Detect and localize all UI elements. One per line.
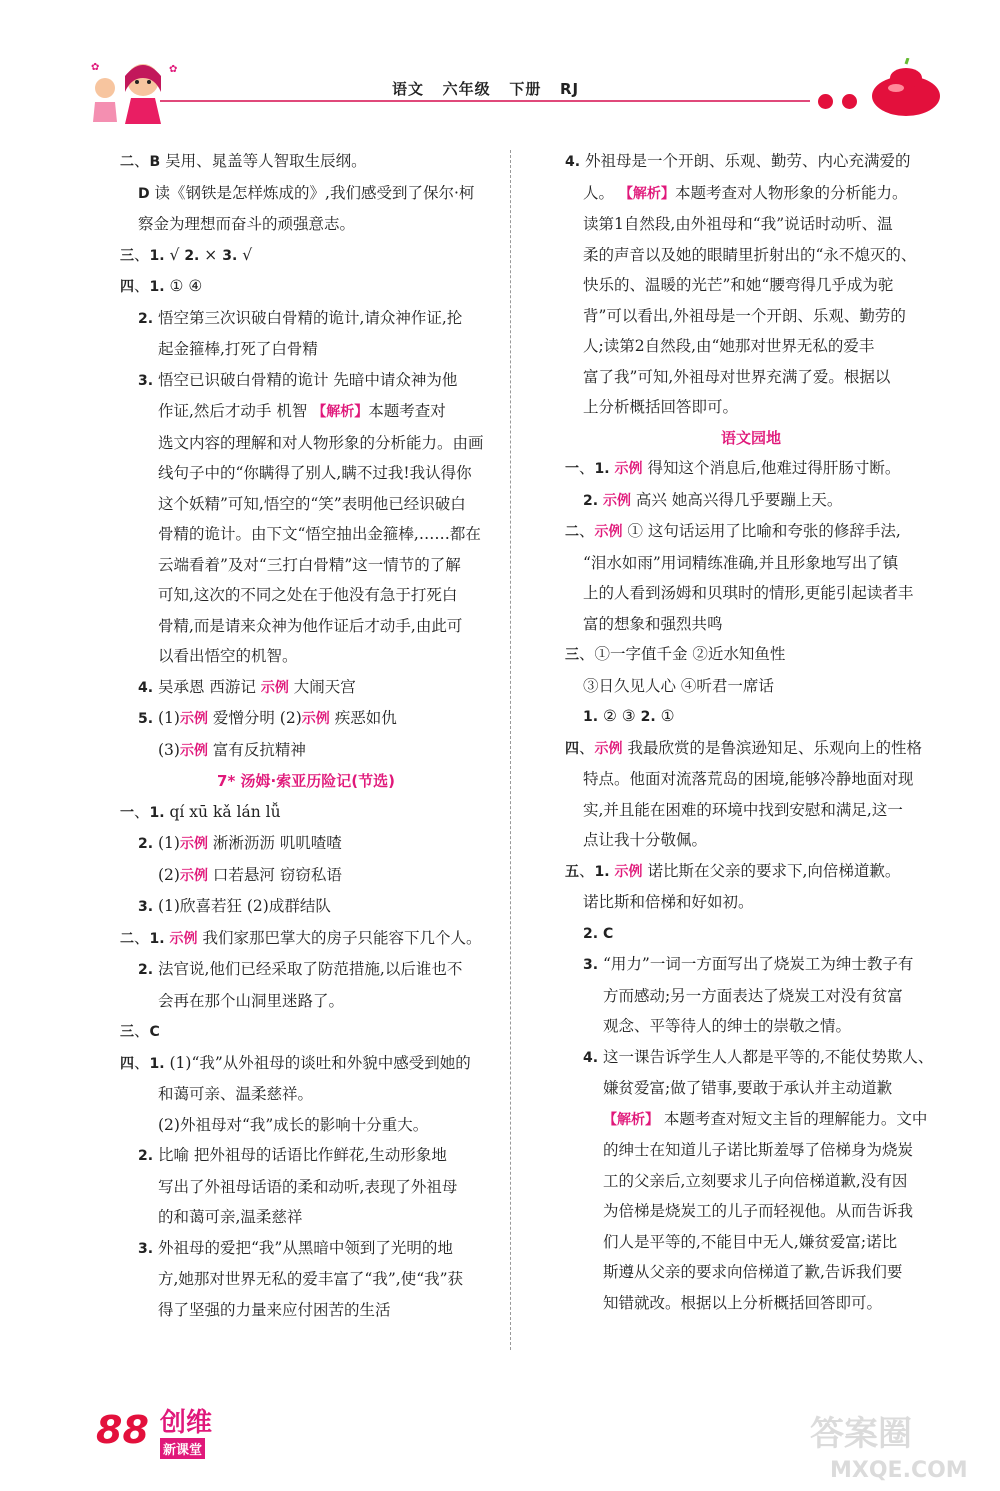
answer-text: 云端看着”及对“三打白骨精”这一情节的了解 xyxy=(158,555,461,574)
item-number: 4. xyxy=(565,154,581,170)
answer-text: 、 xyxy=(134,245,150,264)
answer-text: (2) xyxy=(158,865,180,884)
item-number: 四 xyxy=(565,740,579,757)
answer-text: “用力”一词一方面写出了烧炭工为绅士教子有 xyxy=(598,955,914,973)
answer-text: 上的人看到汤姆和贝琪时的情形,更能引起读者丰 xyxy=(583,584,914,602)
answer-text: √ xyxy=(237,245,253,264)
answer-text: 察金为理想而奋斗的顽强意志。 xyxy=(138,215,356,233)
answer-line xyxy=(565,701,937,733)
answer-line xyxy=(565,453,937,485)
item-number: 1. xyxy=(149,804,165,821)
answer-line xyxy=(565,392,937,423)
marker-label: 示例 xyxy=(260,679,289,696)
answer-text: 、 xyxy=(134,1053,150,1072)
item-number: 4. xyxy=(583,1049,599,1066)
answer-line xyxy=(565,516,937,548)
answer-line xyxy=(565,1135,937,1166)
answer-text: 口若悬河 窃窃私语 xyxy=(207,865,342,884)
answer-line xyxy=(565,1042,937,1074)
answer-text: 本题考查对人物形象的分析能力。 xyxy=(674,183,908,202)
answer-text: 起金箍棒,打死了白骨精 xyxy=(158,340,318,358)
item-number: 5. xyxy=(138,711,154,727)
answer-text: 、 xyxy=(134,1022,150,1040)
answer-line xyxy=(565,671,937,702)
answer-text: × xyxy=(199,245,223,264)
answer-line xyxy=(120,428,492,459)
answer-text: (1)欣喜若狂 (2)成群结队 xyxy=(153,897,331,915)
item-number: 三 xyxy=(565,647,579,663)
answer-line xyxy=(120,1140,492,1172)
marker-label: 【解析】 xyxy=(603,1111,659,1128)
answer-line xyxy=(120,860,492,892)
answer-line xyxy=(120,923,492,955)
page-number: 88 xyxy=(96,1408,149,1452)
red-dot-icon xyxy=(818,94,833,109)
answer-text: 得了坚强的力量来应付困苦的生活 xyxy=(158,1300,391,1319)
answer-text: 读第1自然段,由外祖母和“我”说话时动听、温 xyxy=(583,215,893,233)
answer-text: 悟空第三次识破白骨精的诡计,请众神作证,抡 xyxy=(153,308,463,327)
answer-text: “泪水如雨”用词精练准确,并且形象地写出了镇 xyxy=(583,553,899,572)
answer-text: 富的想象和强烈共鸣 xyxy=(583,614,723,633)
answer-text: 为倍梯是烧炭工的儿子而轻视他。从而告诉我 xyxy=(603,1202,914,1220)
answer-line xyxy=(120,550,492,581)
page-header xyxy=(0,0,1000,140)
answer-line xyxy=(120,146,492,178)
answer-text: 淅淅沥沥 叽叽喳喳 xyxy=(207,834,342,852)
item-number: 三 xyxy=(120,247,134,264)
answer-text: (1)“我”从外祖母的谈吐和外貌中感受到她的 xyxy=(164,1053,471,1072)
item-number: 3. xyxy=(138,899,154,915)
answer-text: 人;读第2自然段,由“她那对世界无私的爱丰 xyxy=(583,337,875,355)
item-number: 四 xyxy=(120,279,134,295)
answer-text: 、 xyxy=(579,522,595,540)
item-number: 2. xyxy=(138,310,154,327)
red-dot-icon xyxy=(842,94,857,109)
answer-line xyxy=(120,611,492,642)
right-answer-column xyxy=(565,146,937,1318)
item-number: D xyxy=(138,185,150,202)
marker-label: 示例 xyxy=(614,863,643,880)
answer-line xyxy=(565,887,937,918)
svg-text:✿: ✿ xyxy=(91,62,100,73)
column-divider xyxy=(510,150,511,1350)
marker-label: 示例 xyxy=(179,836,208,852)
answer-line xyxy=(565,1227,937,1258)
answer-line xyxy=(120,797,492,829)
item-number: 2. xyxy=(138,1148,154,1164)
answer-line xyxy=(120,891,492,923)
answer-text: 的和蔼可亲,温柔慈祥 xyxy=(158,1208,303,1226)
answer-text: 语文园地 xyxy=(720,428,781,447)
item-number: 3. xyxy=(583,957,599,973)
item-number: 2. xyxy=(138,962,154,978)
answer-text: 诺比斯和倍梯和好如初。 xyxy=(583,893,754,911)
answer-line xyxy=(565,146,937,178)
answer-text: 骨精,而是请来众神为他作证后才动手,由此可 xyxy=(158,616,463,635)
item-number: 四 xyxy=(120,1055,134,1072)
cartoon-girl-icon xyxy=(85,58,185,128)
answer-line xyxy=(565,178,937,210)
marker-label: 示例 xyxy=(169,930,198,947)
item-number: 三 xyxy=(120,1024,134,1040)
answer-line xyxy=(120,1264,492,1295)
item-number: 二 xyxy=(565,524,579,540)
apple-cartoon-icon xyxy=(862,58,944,118)
answer-text: 柔的声音以及她的眼睛里折射出的“永不熄灭的、 xyxy=(583,245,917,264)
answer-line xyxy=(565,240,937,271)
item-number: 一 xyxy=(565,461,579,477)
answer-text: 工的父亲后,立刻要求儿子向倍梯道歉,没有因 xyxy=(603,1171,908,1190)
item-number: 1. xyxy=(149,1055,165,1072)
answer-line xyxy=(565,301,937,332)
answer-text: 比喻 把外祖母的话语比作鲜花,生动形象地 xyxy=(153,1146,447,1164)
answer-line xyxy=(120,1048,492,1080)
answer-line xyxy=(120,986,492,1017)
answer-text: 和蔼可亲、温柔慈祥。 xyxy=(158,1085,314,1103)
answer-text: (3) xyxy=(158,740,180,759)
item-number: 3. xyxy=(138,372,154,389)
answer-text: 观念、平等待人的绅士的崇敬之情。 xyxy=(603,1017,852,1035)
item-number: 1. xyxy=(149,279,165,295)
answer-line xyxy=(120,703,492,735)
item-number: 1. xyxy=(594,863,610,880)
answer-text: √ xyxy=(164,245,185,264)
answer-line xyxy=(120,303,492,335)
answer-line xyxy=(120,396,492,428)
answer-text: 我最欣赏的是鲁滨逊知足、乐观向上的性格 xyxy=(622,738,922,757)
answer-text: 、 xyxy=(579,738,595,757)
answer-text: 、①一字值千金 ②近水知鱼性 xyxy=(579,645,786,663)
item-number: 3. xyxy=(138,1240,154,1257)
answer-line xyxy=(565,949,937,981)
answer-line xyxy=(120,178,492,210)
answer-text: 们人是平等的,不能目中无人,嫌贫爱富;诺比 xyxy=(603,1232,898,1251)
marker-label: 示例 xyxy=(179,711,208,727)
answer-line xyxy=(120,1172,492,1203)
answer-text: ① ④ xyxy=(164,277,203,295)
marker-label: 示例 xyxy=(594,524,623,540)
answer-line xyxy=(565,733,937,765)
item-number: 4. xyxy=(138,679,154,696)
answer-line xyxy=(120,1202,492,1233)
answer-text: 会再在那个山洞里迷路了。 xyxy=(158,991,345,1010)
item-number: 2. xyxy=(583,492,599,509)
item-number: 3. xyxy=(222,247,238,264)
answer-text: 、 xyxy=(134,152,150,170)
answer-line xyxy=(565,1196,937,1227)
answer-text: ① 这句话运用了比喻和夸张的修辞手法, xyxy=(622,522,901,540)
answer-text: ③日久见人心 ④听君一席话 xyxy=(583,676,774,695)
answer-line xyxy=(565,548,937,579)
answer-text: 悟空已识破白骨精的诡计 先暗中请众神为他 xyxy=(153,370,458,389)
answer-text: 读《钢铁是怎样炼成的》,我们感受到了保尔·柯 xyxy=(149,183,475,202)
answer-text: 、 xyxy=(134,277,150,295)
answer-line xyxy=(565,1257,937,1288)
answer-line xyxy=(565,795,937,826)
answer-line xyxy=(565,331,937,362)
answer-text: 特点。他面对流落荒岛的困境,能够冷静地面对现 xyxy=(583,770,914,788)
header-title: 语文 六年级 下册 RJ xyxy=(392,80,580,98)
answer-text: 嫌贫爱富;做了错事,要敢于承认并主动道歉 xyxy=(603,1079,893,1097)
brand-logo xyxy=(160,1408,222,1470)
answer-line xyxy=(565,609,937,640)
answer-text: 以看出悟空的机智。 xyxy=(158,647,298,665)
answer-text: 点让我十分敬佩。 xyxy=(583,831,708,849)
answer-line xyxy=(565,764,937,795)
answer-text: 实,并且能在困难的环境中找到安慰和满足,这一 xyxy=(583,800,903,819)
item-number: 1. xyxy=(149,247,165,264)
answer-text: 斯遵从父亲的要求向倍梯道了歉,告诉我们要 xyxy=(603,1263,903,1281)
answer-line xyxy=(120,209,492,240)
brand-logo-sub: 新课堂 xyxy=(160,1438,205,1459)
answer-line xyxy=(565,981,937,1012)
answer-text: 知错就改。根据以上分析概括回答即可。 xyxy=(603,1293,883,1312)
answer-line xyxy=(120,1079,492,1110)
answer-line xyxy=(565,209,937,240)
answer-line xyxy=(565,639,937,671)
answer-line xyxy=(120,954,492,986)
answer-line xyxy=(565,270,937,301)
answer-line xyxy=(120,1295,492,1326)
marker-label: 【解析】 xyxy=(312,404,369,420)
left-answer-column xyxy=(120,146,492,1325)
item-number: B xyxy=(149,154,161,170)
answer-line xyxy=(120,271,492,303)
answer-line xyxy=(120,458,492,489)
answer-text: 、 xyxy=(134,928,150,947)
brand-logo-main: 创维 xyxy=(160,1408,213,1438)
answer-line xyxy=(120,641,492,672)
answer-line xyxy=(120,240,492,272)
answer-line xyxy=(120,1016,492,1048)
answer-line xyxy=(565,1166,937,1197)
marker-label: 示例 xyxy=(179,742,208,759)
header-rule xyxy=(160,100,810,102)
answer-line xyxy=(565,1104,937,1136)
answer-text: 外祖母的爱把“我”从黑暗中领到了光明的地 xyxy=(153,1238,453,1257)
answer-text: 方,她那对世界无私的爱丰富了“我”,使“我”获 xyxy=(158,1270,464,1288)
answer-line xyxy=(565,485,937,517)
item-number: 2. xyxy=(138,836,154,852)
answer-text: 本题考查对短文主旨的理解能力。文中 xyxy=(659,1109,928,1128)
answer-line xyxy=(565,1288,937,1319)
answer-text: 线句子中的“你瞒得了别人,瞒不过我!我认得你 xyxy=(158,464,472,482)
answer-text: 高兴 她高兴得几乎要蹦上天。 xyxy=(631,490,843,509)
answer-line xyxy=(120,580,492,611)
answer-text: 我们家那巴掌大的房子只能容下几个人。 xyxy=(197,928,482,947)
answer-line xyxy=(120,1233,492,1265)
item-number: C xyxy=(603,925,614,942)
marker-label: 示例 xyxy=(594,740,623,757)
answer-text: 吴用、晁盖等人智取生辰纲。 xyxy=(160,152,367,170)
item-number: 五 xyxy=(565,863,579,880)
answer-text: 的绅士在知道儿子诺比斯羞辱了倍梯身为烧炭 xyxy=(603,1141,914,1159)
answer-text: 疾恶如仇 xyxy=(329,709,397,727)
answer-line xyxy=(120,1110,492,1141)
answer-line xyxy=(565,1011,937,1042)
answer-line xyxy=(120,672,492,704)
marker-label: 示例 xyxy=(179,867,208,884)
answer-text: 、 xyxy=(579,459,595,477)
answer-text: ① xyxy=(655,707,675,725)
answer-line xyxy=(120,519,492,550)
answer-text: 富有反抗精神 xyxy=(207,740,306,759)
marker-label: 示例 xyxy=(614,461,643,477)
item-number: 1. xyxy=(149,930,165,947)
answer-text: 写出了外祖母话语的柔和动听,表现了外祖母 xyxy=(158,1177,458,1196)
answer-text: 得知这个消息后,他难过得肝肠寸断。 xyxy=(642,459,901,477)
answer-line xyxy=(565,1073,937,1104)
item-number: 2. xyxy=(640,709,656,725)
item-number: 1. xyxy=(583,709,599,725)
answer-text: 、 xyxy=(134,802,150,821)
answer-text: 爱憎分明 (2) xyxy=(207,709,302,727)
answer-line xyxy=(120,365,492,397)
item-number: C xyxy=(149,1024,160,1040)
answer-text: 这个妖精”可知,悟空的“笑”表明他已经识破白 xyxy=(158,494,466,513)
answer-line xyxy=(120,828,492,860)
answer-line xyxy=(120,489,492,520)
answer-text: (1) xyxy=(153,709,180,727)
answer-text: 选文内容的理解和对人物形象的分析能力。由画 xyxy=(158,433,484,452)
answer-line xyxy=(565,578,937,609)
answer-line xyxy=(120,735,492,767)
watermark-line2: MXQE.COM xyxy=(830,1458,968,1483)
answer-text: 外祖母是一个开朗、乐观、勤劳、内心充满爱的 xyxy=(580,152,911,170)
answer-line xyxy=(565,856,937,888)
item-number: 2. xyxy=(583,925,599,942)
item-number: 2. xyxy=(184,247,200,264)
answer-text: 、 xyxy=(579,861,595,880)
answer-text: 本题考查对 xyxy=(368,402,446,420)
marker-label: 示例 xyxy=(301,711,330,727)
answer-line xyxy=(565,825,937,856)
answer-text: 诺比斯在父亲的要求下,向倍梯道歉。 xyxy=(642,861,901,880)
item-number: 二 xyxy=(120,154,134,170)
item-number: 1. xyxy=(594,461,610,477)
item-number: 一 xyxy=(120,804,134,821)
answer-text: 上分析概括回答即可。 xyxy=(583,398,739,416)
answer-text: 方而感动;另一方面表达了烧炭工对没有贫富 xyxy=(603,986,903,1005)
answer-line xyxy=(565,362,937,393)
section-title xyxy=(565,423,937,454)
answer-text: 快乐的、温暖的光芒”和她“腰弯得几乎成为驼 xyxy=(583,276,894,294)
answer-text: 可知,这次的不同之处在于他没有急于打死白 xyxy=(158,586,458,604)
answer-text: 法官说,他们已经采取了防范措施,以后谁也不 xyxy=(153,960,463,978)
answer-text: 这一课告诉学生人人都是平等的,不能仗势欺人、 xyxy=(598,1047,934,1066)
watermark-logo xyxy=(800,1405,980,1485)
answer-text: 背”可以看出,外祖母是一个开朗、乐观、勤劳的 xyxy=(583,306,906,325)
answer-line xyxy=(565,918,937,950)
answer-text: 大闹天宫 xyxy=(288,677,356,696)
answer-text: 富了我”可知,外祖母对世界充满了爱。根据以 xyxy=(583,367,891,386)
marker-label: 示例 xyxy=(603,492,631,509)
answer-line xyxy=(120,334,492,365)
answer-text: 7* 汤姆·索亚历险记(节选) xyxy=(217,772,395,790)
svg-text:✿: ✿ xyxy=(169,64,178,75)
answer-text: 吴承恩 西游记 xyxy=(153,677,261,696)
answer-text: qí xū kǎ lán lǚ xyxy=(164,802,281,821)
marker-label: 【解析】 xyxy=(618,185,675,202)
item-number: 二 xyxy=(120,930,134,947)
answer-text: 作证,然后才动手 机智 xyxy=(158,402,313,420)
answer-text: ② ③ xyxy=(598,707,641,725)
section-title xyxy=(120,766,492,797)
answer-text: 人。 xyxy=(583,183,619,202)
watermark-line1: 答案圈 xyxy=(810,1414,912,1454)
answer-text: 骨精的诡计。由下文“悟空抽出金箍棒,……都在 xyxy=(158,525,481,543)
answer-text: (1) xyxy=(153,834,180,852)
answer-text: (2)外祖母对“我”成长的影响十分重大。 xyxy=(158,1115,429,1134)
